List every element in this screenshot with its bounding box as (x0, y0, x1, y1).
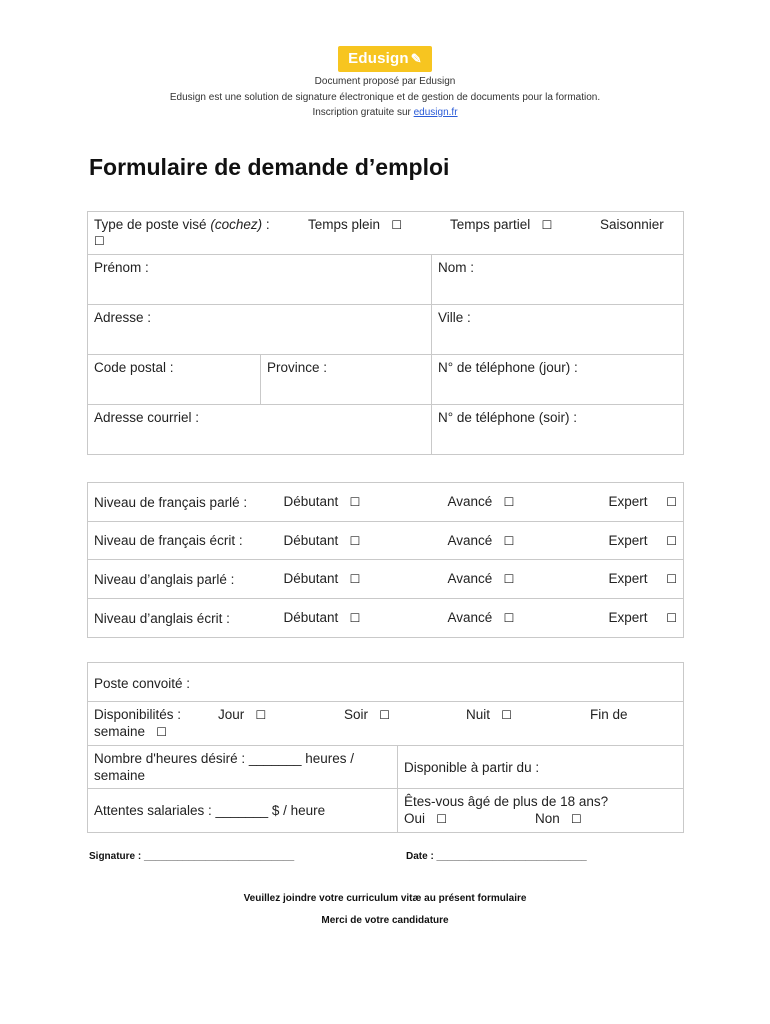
logo-text: Edusign (348, 50, 409, 67)
beginner-option[interactable]: Débutant ☐ (278, 560, 438, 599)
email-field[interactable]: Adresse courriel : (88, 405, 432, 455)
date-line[interactable]: Date : ___________________________ (406, 851, 587, 862)
weekend-option-label[interactable]: Fin de (590, 707, 628, 722)
expert-option[interactable]: Expert ☐ (588, 522, 684, 560)
phone-evening-field[interactable]: N° de téléphone (soir) : (432, 405, 684, 455)
lastname-field[interactable]: Nom : (432, 255, 684, 305)
weekend-option[interactable]: semaine ☐ (94, 724, 168, 739)
evening-option[interactable]: Soir ☐ (344, 707, 391, 722)
table-row (88, 522, 684, 560)
advanced-option[interactable]: Avancé ☐ (438, 483, 588, 522)
signup-prefix: Inscription gratuite sur (312, 107, 414, 118)
available-from-field[interactable]: Disponible à partir du : (398, 746, 684, 789)
language-row-label: Niveau de français écrit : (88, 522, 278, 560)
advanced-option[interactable]: Avancé ☐ (438, 522, 588, 560)
beginner-option[interactable]: Débutant ☐ (278, 483, 438, 522)
language-row-label: Niveau de français parlé : (88, 483, 278, 522)
yes-option[interactable]: Oui ☐ (404, 811, 448, 826)
beginner-option[interactable]: Débutant ☐ (278, 599, 438, 638)
firstname-field[interactable]: Prénom : (88, 255, 432, 305)
age-question: Êtes-vous âgé de plus de 18 ans? (404, 794, 609, 809)
job-details-table (87, 662, 684, 833)
job-type-label: Type de poste visé (cochez) : (94, 217, 270, 232)
city-field[interactable]: Ville : (432, 305, 684, 355)
table-row (88, 599, 684, 638)
part-time-option[interactable]: Temps partiel ☐ (450, 217, 553, 232)
postal-code-field[interactable]: Code postal : (88, 355, 261, 405)
signature-line[interactable]: Signature : ___________________________ (89, 851, 295, 862)
resume-note: Veuillez joindre votre curriculum vitæ au présent formulaire (243, 893, 527, 904)
identity-table (87, 211, 684, 455)
page-title: Formulaire de demande d’emploi (89, 154, 450, 180)
header-description: Edusign est une solution de signature électronique et de gestion de documents pour la formation. (169, 92, 601, 103)
province-field[interactable]: Province : (261, 355, 432, 405)
part-time-checkbox[interactable]: ☐ (541, 218, 553, 232)
pen-icon: ✎ (410, 51, 422, 66)
header-proposed: Document proposé par Edusign (314, 76, 456, 87)
availability-cell (88, 702, 684, 746)
edusign-link[interactable]: edusign.fr (413, 107, 458, 118)
edusign-logo (338, 46, 432, 72)
night-option[interactable]: Nuit ☐ (466, 707, 513, 722)
advanced-option[interactable]: Avancé ☐ (438, 560, 588, 599)
day-option[interactable]: Jour ☐ (218, 707, 267, 722)
job-type-cell (88, 212, 684, 255)
phone-day-field[interactable]: N° de téléphone (jour) : (432, 355, 684, 405)
availability-label: Disponibilités : (94, 707, 182, 722)
table-row (88, 560, 684, 599)
full-time-checkbox[interactable]: ☐ (391, 218, 403, 232)
seasonal-option[interactable]: Saisonnier (600, 217, 664, 232)
expert-option[interactable]: Expert ☐ (588, 599, 684, 638)
no-option[interactable]: Non ☐ (535, 811, 582, 826)
beginner-option[interactable]: Débutant ☐ (278, 522, 438, 560)
language-row-label: Niveau d’anglais parlé : (88, 560, 278, 599)
language-table (87, 482, 684, 638)
language-row-label: Niveau d’anglais écrit : (88, 599, 278, 638)
address-field[interactable]: Adresse : (88, 305, 432, 355)
salary-field[interactable]: Attentes salariales : _______ $ / heure (88, 789, 398, 833)
header-signup (0, 107, 770, 118)
age-options (404, 810, 677, 828)
expert-option[interactable]: Expert ☐ (588, 560, 684, 599)
age-cell (398, 789, 684, 833)
advanced-option[interactable]: Avancé ☐ (438, 599, 588, 638)
thanks-note: Merci de votre candidature (321, 915, 449, 926)
table-row (88, 483, 684, 522)
position-field[interactable]: Poste convoité : (88, 663, 684, 702)
seasonal-checkbox[interactable]: ☐ (94, 234, 105, 248)
hours-field[interactable]: Nombre d'heures désiré : _______ heures / semaine (88, 746, 398, 789)
expert-option[interactable]: Expert ☐ (588, 483, 684, 522)
full-time-option[interactable]: Temps plein ☐ (308, 217, 403, 232)
